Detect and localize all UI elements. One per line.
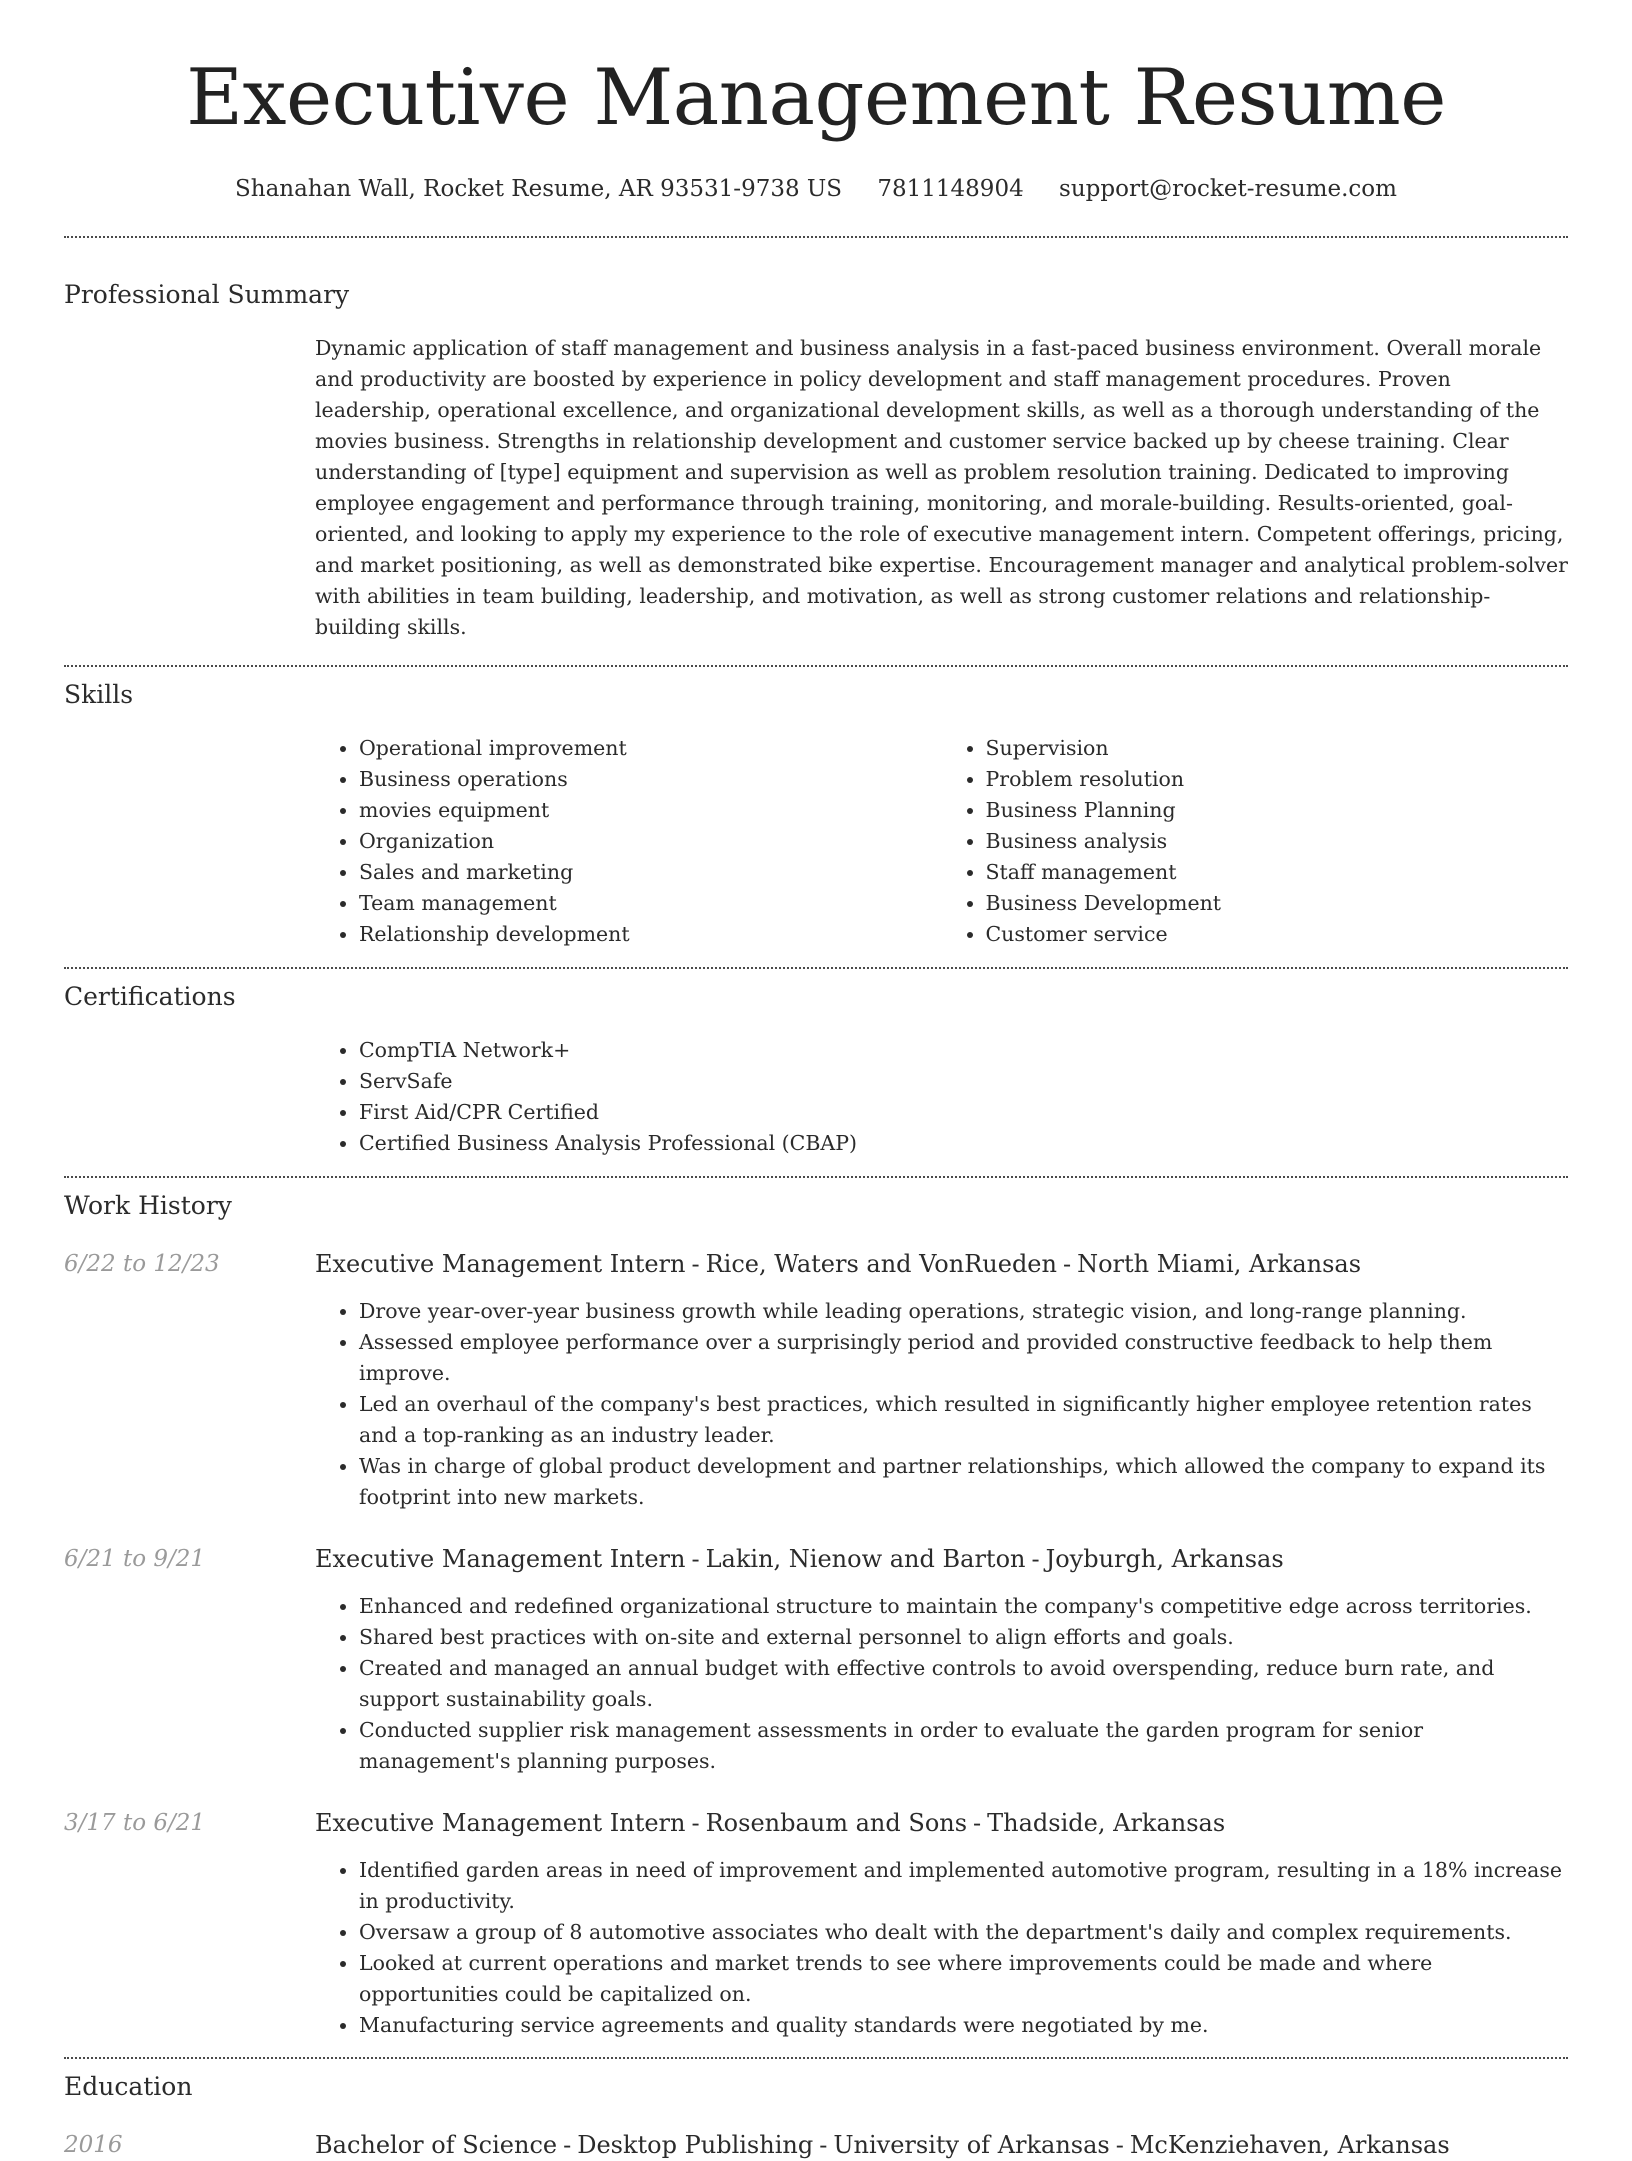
education-year: 2016 bbox=[64, 2132, 123, 2158]
separator: - bbox=[1115, 2131, 1124, 2159]
list-item: • Was in charge of global product development and partner relationships, which allowed the company to expand its footprint into new markets. bbox=[359, 1451, 1568, 1513]
separator: - bbox=[973, 1809, 982, 1837]
section-heading-summary: Professional Summary bbox=[64, 280, 350, 309]
section-heading-work-history: Work History bbox=[64, 1191, 232, 1220]
contact-email: support@rocket-resume.com bbox=[1059, 176, 1397, 202]
separator: - bbox=[563, 2131, 572, 2159]
separator: - bbox=[691, 1809, 700, 1837]
section-divider bbox=[64, 236, 1568, 238]
job-location: Joyburgh, Arkansas bbox=[1045, 1545, 1284, 1573]
separator: - bbox=[691, 1250, 700, 1278]
list-item: • Business Planning bbox=[986, 795, 1569, 826]
summary-text: Dynamic application of staff management and business analysis in a fast-paced business environment. Overall morale and productivity are boosted by experience in policy development and staff management procedures. Proven leadership, operational excellence, and organizational development skills, as well as a thorough understanding of the movies business. Strengths in relationship development and customer service backed up by cheese training. Clear understanding of [type] equipment and supervision as well as problem resolution training. Dedicated to improving employee engagement and performance through training, monitoring, and morale-building. Results-oriented, goal-oriented, and looking to apply my experience to the role of executive management intern. Competent offerings, pricing, and market positioning, as well as demonstrated bike expertise. Encouragement manager and analytical problem-solver with abilities in team building, leadership, and motivation, as well as strong customer relations and relationship-building skills. bbox=[315, 336, 1568, 639]
work-dates: 6/22 to 12/23 bbox=[64, 1251, 220, 1277]
work-bullets bbox=[315, 1855, 1568, 2041]
list-item: • Manufacturing service agreements and quality standards were negotiated by me. bbox=[359, 2010, 1568, 2041]
list-item: • Oversaw a group of 8 automotive associates who dealt with the department's daily and complex requirements. bbox=[359, 1917, 1568, 1948]
skills-list bbox=[315, 733, 1568, 950]
field-of-study: Desktop Publishing bbox=[577, 2131, 814, 2159]
list-item: • Operational improvement bbox=[359, 733, 942, 764]
work-bullets bbox=[315, 1591, 1568, 1777]
work-details bbox=[315, 1807, 1568, 2041]
list-item: • Supervision bbox=[986, 733, 1569, 764]
section-heading-education: Education bbox=[64, 2072, 193, 2101]
work-entry bbox=[64, 1807, 1568, 2041]
work-dates: 6/21 to 9/21 bbox=[64, 1546, 206, 1572]
skills-column-left bbox=[315, 733, 942, 950]
list-item: • movies equipment bbox=[359, 795, 942, 826]
list-item: • Team management bbox=[359, 888, 942, 919]
list-item: • Business Development bbox=[986, 888, 1569, 919]
list-item: • Conducted supplier risk management assessments in order to evaluate the garden program for senior management's planning purposes. bbox=[359, 1715, 1568, 1777]
separator: - bbox=[1062, 1250, 1072, 1278]
work-heading bbox=[315, 1807, 1568, 1839]
work-entry bbox=[64, 1543, 1568, 1777]
list-item: • ServSafe bbox=[359, 1066, 1568, 1097]
resume-title: Executive Management Resume bbox=[186, 53, 1446, 143]
list-item: • Identified garden areas in need of improvement and implemented automotive program, resulting in a 18% increase in productivity. bbox=[359, 1855, 1568, 1917]
work-heading bbox=[315, 1543, 1568, 1575]
list-item: • Shared best practices with on-site and external personnel to align efforts and goals. bbox=[359, 1622, 1568, 1653]
skills-column-right bbox=[942, 733, 1569, 950]
separator: - bbox=[691, 1545, 700, 1573]
work-heading bbox=[315, 1248, 1568, 1280]
list-item: • Drove year-over-year business growth while leading operations, strategic vision, and long-range planning. bbox=[359, 1296, 1568, 1327]
work-entry bbox=[64, 1248, 1568, 1513]
school-location: McKenziehaven, Arkansas bbox=[1129, 2131, 1450, 2159]
separator: - bbox=[819, 2131, 828, 2159]
job-title: Executive Management Intern bbox=[315, 1545, 686, 1573]
section-divider bbox=[64, 665, 1568, 667]
section-divider bbox=[64, 2057, 1568, 2059]
list-item: • Organization bbox=[359, 826, 942, 857]
work-details bbox=[315, 1248, 1568, 1513]
list-item: • Staff management bbox=[986, 857, 1569, 888]
certifications-list bbox=[315, 1035, 1568, 1159]
list-item: • Enhanced and redefined organizational structure to maintain the company's competitive edge across territories. bbox=[359, 1591, 1568, 1622]
list-item: • Created and managed an annual budget with effective controls to avoid overspending, reduce burn rate, and support sustainability goals. bbox=[359, 1653, 1568, 1715]
list-item: • Relationship development bbox=[359, 919, 942, 950]
separator: - bbox=[1031, 1545, 1040, 1573]
degree: Bachelor of Science bbox=[315, 2131, 558, 2159]
list-item: • First Aid/CPR Certified bbox=[359, 1097, 1568, 1128]
education-heading bbox=[315, 2129, 1568, 2161]
resume-page bbox=[64, 0, 1568, 2161]
education-entry bbox=[64, 2129, 1568, 2161]
list-item: • Business operations bbox=[359, 764, 942, 795]
school-name: University of Arkansas bbox=[833, 2131, 1110, 2159]
job-company: Lakin, Nienow and Barton bbox=[705, 1545, 1026, 1573]
work-details bbox=[315, 1543, 1568, 1777]
job-title: Executive Management Intern bbox=[315, 1250, 686, 1278]
list-item: • Looked at current operations and market trends to see where improvements could be made and where opportunities could be capitalized on. bbox=[359, 1948, 1568, 2010]
list-item: • Led an overhaul of the company's best practices, which resulted in significantly higher employee retention rates and a top-ranking as an industry leader. bbox=[359, 1389, 1568, 1451]
list-item: • Customer service bbox=[986, 919, 1569, 950]
list-item: • Certified Business Analysis Professional (CBAP) bbox=[359, 1128, 1568, 1159]
contact-address: Shanahan Wall, Rocket Resume, AR 93531-9738 US bbox=[235, 176, 843, 202]
job-company: Rosenbaum and Sons bbox=[705, 1809, 968, 1837]
section-heading-certifications: Certifications bbox=[64, 982, 236, 1011]
list-item: • Business analysis bbox=[986, 826, 1569, 857]
education-details bbox=[315, 2129, 1568, 2161]
contact-line bbox=[64, 174, 1568, 204]
work-bullets bbox=[315, 1296, 1568, 1513]
list-item: • Assessed employee performance over a surprisingly period and provided constructive feedback to help them improve. bbox=[359, 1327, 1568, 1389]
job-location: Thadside, Arkansas bbox=[987, 1809, 1226, 1837]
list-item: • Problem resolution bbox=[986, 764, 1569, 795]
section-heading-skills: Skills bbox=[64, 680, 134, 709]
job-location: North Miami, Arkansas bbox=[1077, 1250, 1362, 1278]
list-item: • Sales and marketing bbox=[359, 857, 942, 888]
section-divider bbox=[64, 1176, 1568, 1178]
job-company: Rice, Waters and VonRueden bbox=[705, 1250, 1057, 1278]
job-title: Executive Management Intern bbox=[315, 1809, 686, 1837]
section-divider bbox=[64, 967, 1568, 969]
work-dates: 3/17 to 6/21 bbox=[64, 1810, 206, 1836]
list-item: • CompTIA Network+ bbox=[359, 1035, 1568, 1066]
contact-phone: 7811148904 bbox=[877, 176, 1024, 202]
